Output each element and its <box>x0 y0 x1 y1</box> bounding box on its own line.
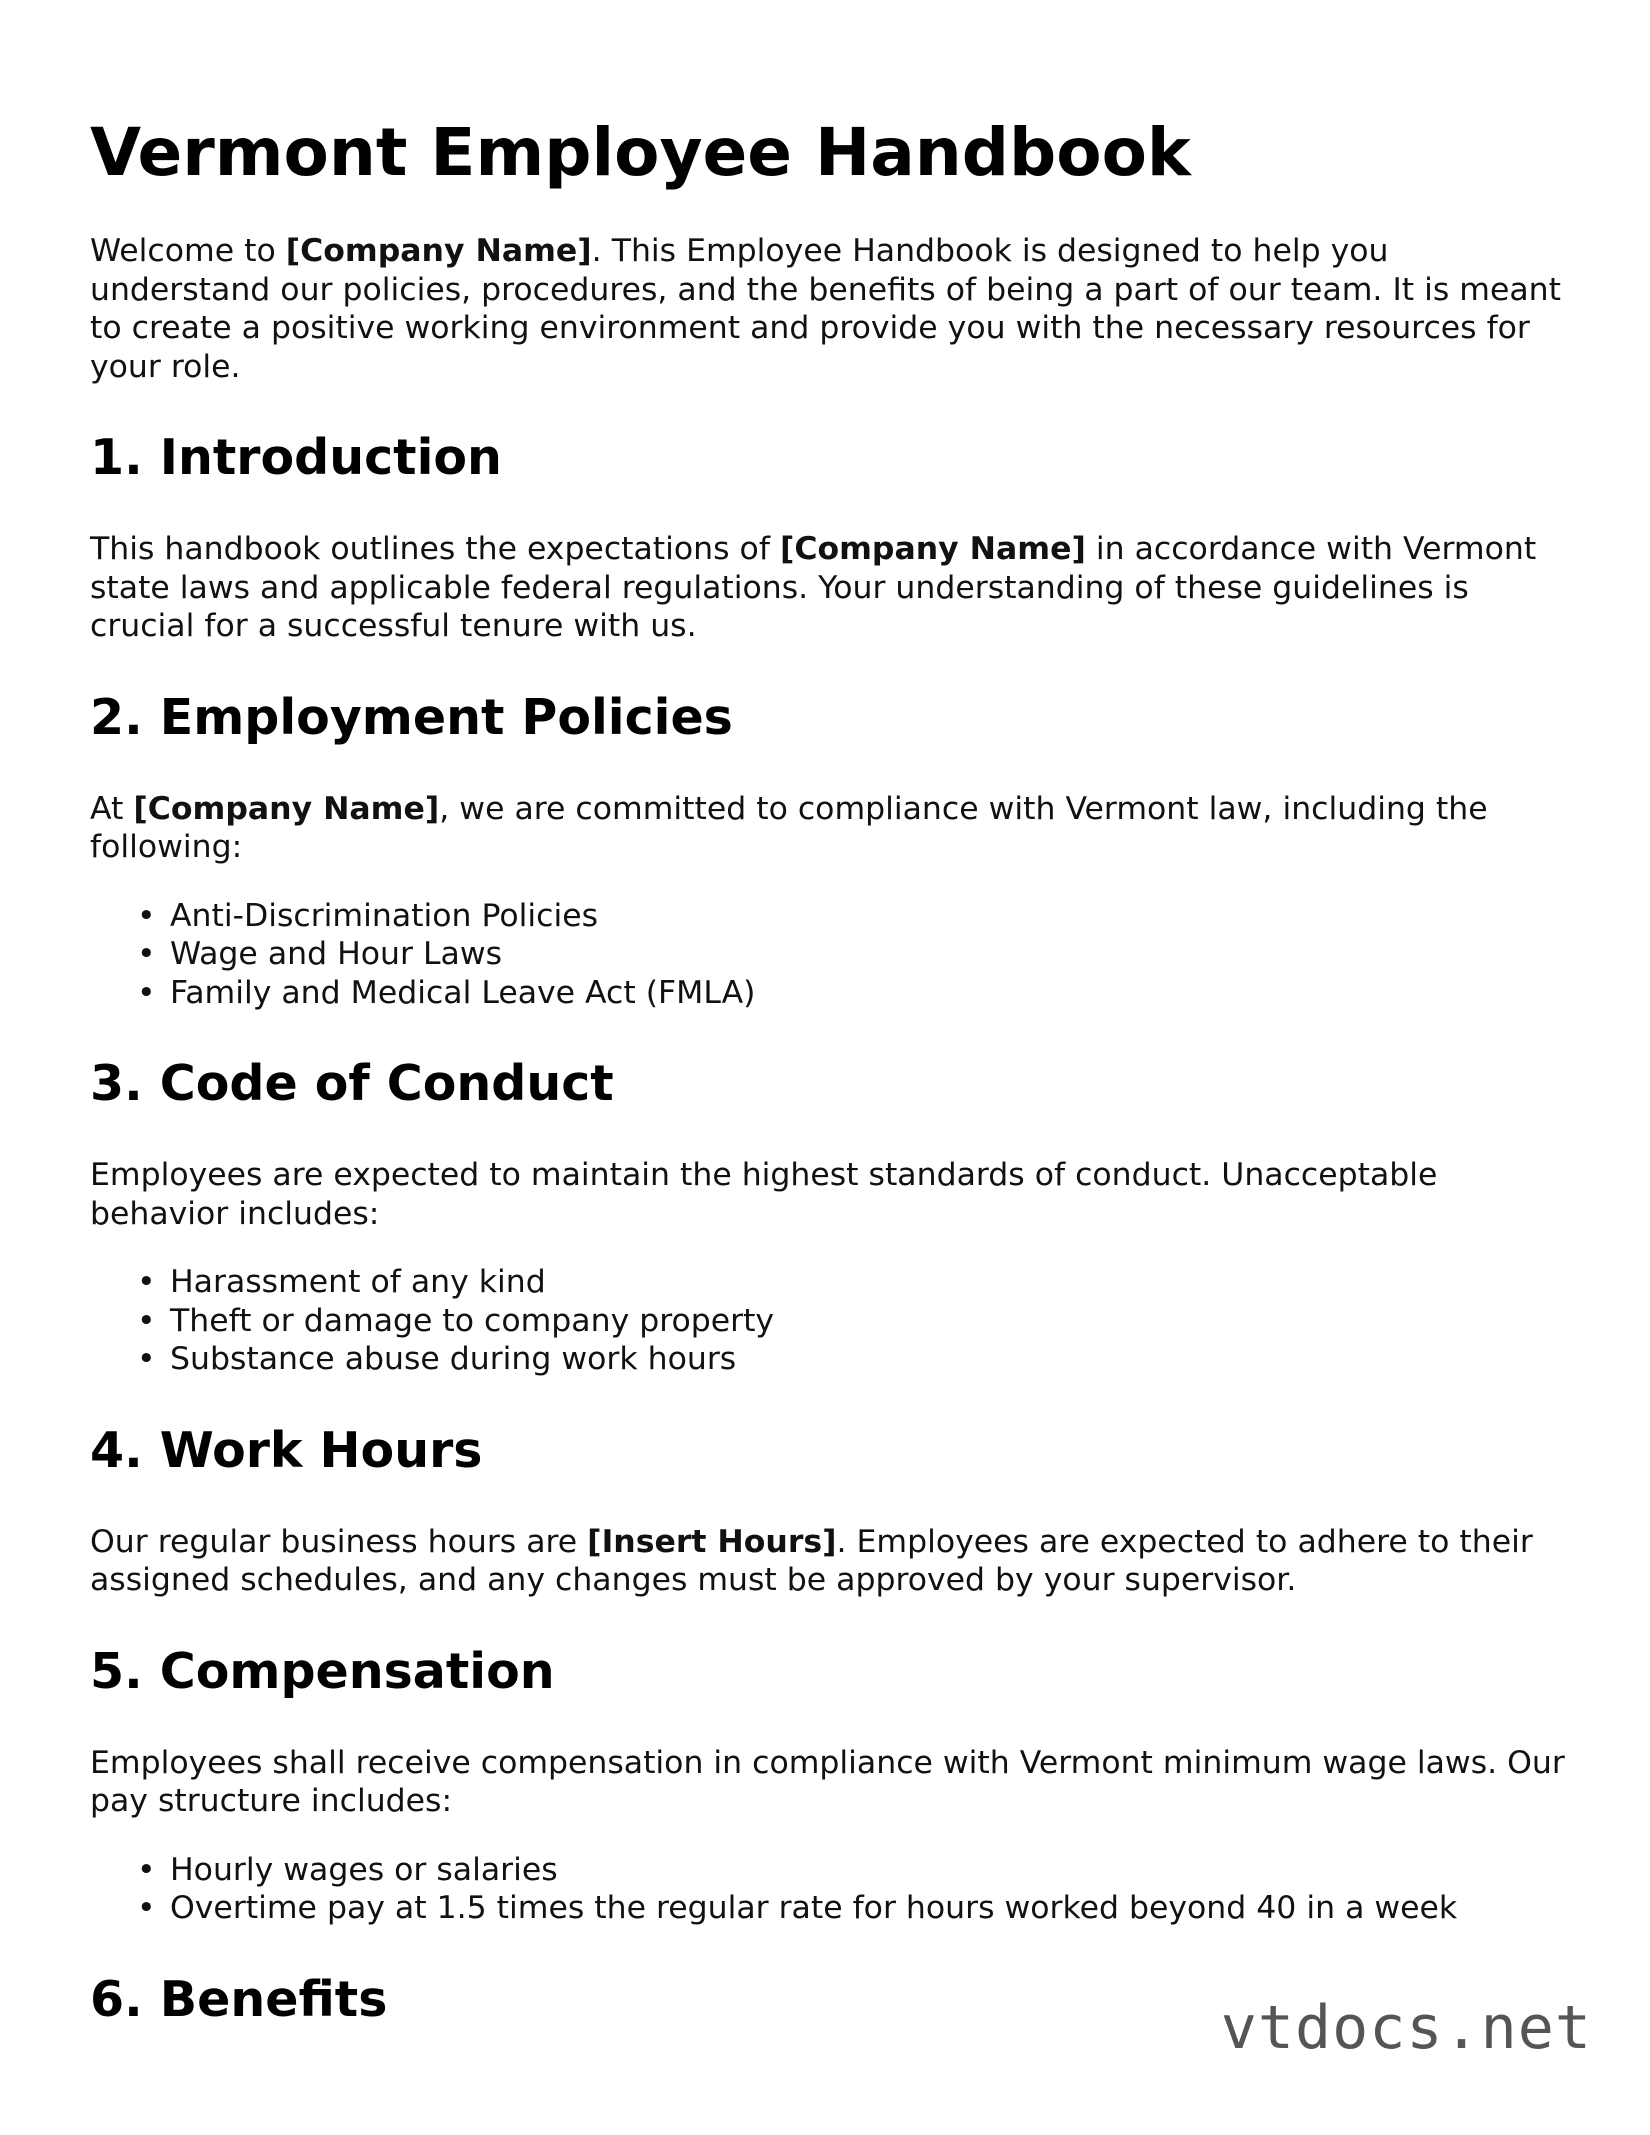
company-name-placeholder: [Company Name] <box>133 790 440 827</box>
section-heading-code-of-conduct: 3. Code of Conduct <box>90 1055 614 1112</box>
bullet-icon: • <box>137 1851 156 1888</box>
list-item <box>137 1340 1570 1379</box>
intro-text-pre: Welcome to <box>90 233 286 269</box>
list-item <box>137 1851 1570 1890</box>
paragraph-text-pre: This handbook outlines the expectations of <box>90 531 780 567</box>
bullet-icon: • <box>137 1341 156 1377</box>
list-item-text: Family and Medical Leave Act (FMLA) <box>170 974 756 1011</box>
paragraph-text-post: , we are committed to compliance with Vermont law, including the following: <box>90 790 1488 865</box>
list-item <box>137 1302 1570 1341</box>
site-watermark: vtdocs.net <box>1220 1993 1592 2063</box>
list-item <box>137 897 1570 936</box>
section-heading-benefits: 6. Benefits <box>90 1970 388 2028</box>
bullet-icon: • <box>137 936 156 972</box>
hours-placeholder: [Insert Hours] <box>587 1523 837 1560</box>
list-item-text: Overtime pay at 1.5 times the regular rate for hours worked beyond 40 in a week <box>170 1890 1458 1926</box>
paragraph-text-pre: Our regular business hours are <box>90 1523 588 1560</box>
list-item-text: Substance abuse during work hours <box>170 1341 737 1377</box>
section-heading-introduction: 1. Introduction <box>90 429 502 486</box>
bullet-icon: • <box>137 897 156 934</box>
bullet-icon: • <box>137 974 156 1011</box>
intro-paragraph <box>90 232 1570 386</box>
section-heading-work-hours: 4. Work Hours <box>90 1421 483 1479</box>
section-heading-compensation: 5. Compensation <box>90 1642 555 1700</box>
section-heading-employment-policies: 2. Employment Policies <box>90 688 733 746</box>
bullet-icon: • <box>137 1264 156 1300</box>
intro-text-post: . This Employee Handbook is designed to help you understand our policies, procedures, and the benefits of being a part of our team. It is meant to create a positive working environment and provide you with the necessary resources for your role. <box>90 233 1561 385</box>
list-item <box>137 935 1570 974</box>
document-page <box>90 112 1570 2072</box>
section-paragraph-employment-policies <box>90 790 1570 867</box>
section-paragraph-work-hours <box>90 1523 1570 1600</box>
bullet-icon: • <box>137 1890 156 1926</box>
section-paragraph-introduction <box>90 530 1570 646</box>
list-item-text: Harassment of any kind <box>170 1264 546 1300</box>
paragraph-text-post: . Employees are expected to adhere to their assigned schedules, and any changes must be approved by your supervisor. <box>90 1523 1533 1598</box>
company-name-placeholder: [Company Name] <box>285 233 592 269</box>
employment-policies-list <box>90 897 1570 1013</box>
section-paragraph-compensation: Employees shall receive compensation in compliance with Vermont minimum wage laws. Our pay structure includes: <box>90 1744 1565 1819</box>
list-item-text: Hourly wages or salaries <box>170 1851 558 1888</box>
list-item-text: Anti-Discrimination Policies <box>170 897 598 934</box>
list-item-text: Theft or damage to company property <box>170 1302 775 1339</box>
list-item <box>137 1263 1570 1302</box>
list-item <box>137 974 1570 1013</box>
section-paragraph-code-of-conduct: Employees are expected to maintain the highest standards of conduct. Unacceptable behavior includes: <box>90 1157 1438 1232</box>
bullet-icon: • <box>137 1302 156 1339</box>
compensation-list <box>90 1851 1570 1928</box>
code-of-conduct-list <box>90 1263 1570 1379</box>
document-title: Vermont Employee Handbook <box>90 114 1191 191</box>
list-item-text: Wage and Hour Laws <box>170 936 503 972</box>
list-item <box>137 1889 1570 1928</box>
company-name-placeholder: [Company Name] <box>779 531 1086 567</box>
paragraph-text-pre: At <box>90 790 134 827</box>
paragraph-text-post: in accordance with Vermont state laws and applicable federal regulations. Your understanding of these guidelines is crucial for a successful tenure with us. <box>90 531 1537 644</box>
